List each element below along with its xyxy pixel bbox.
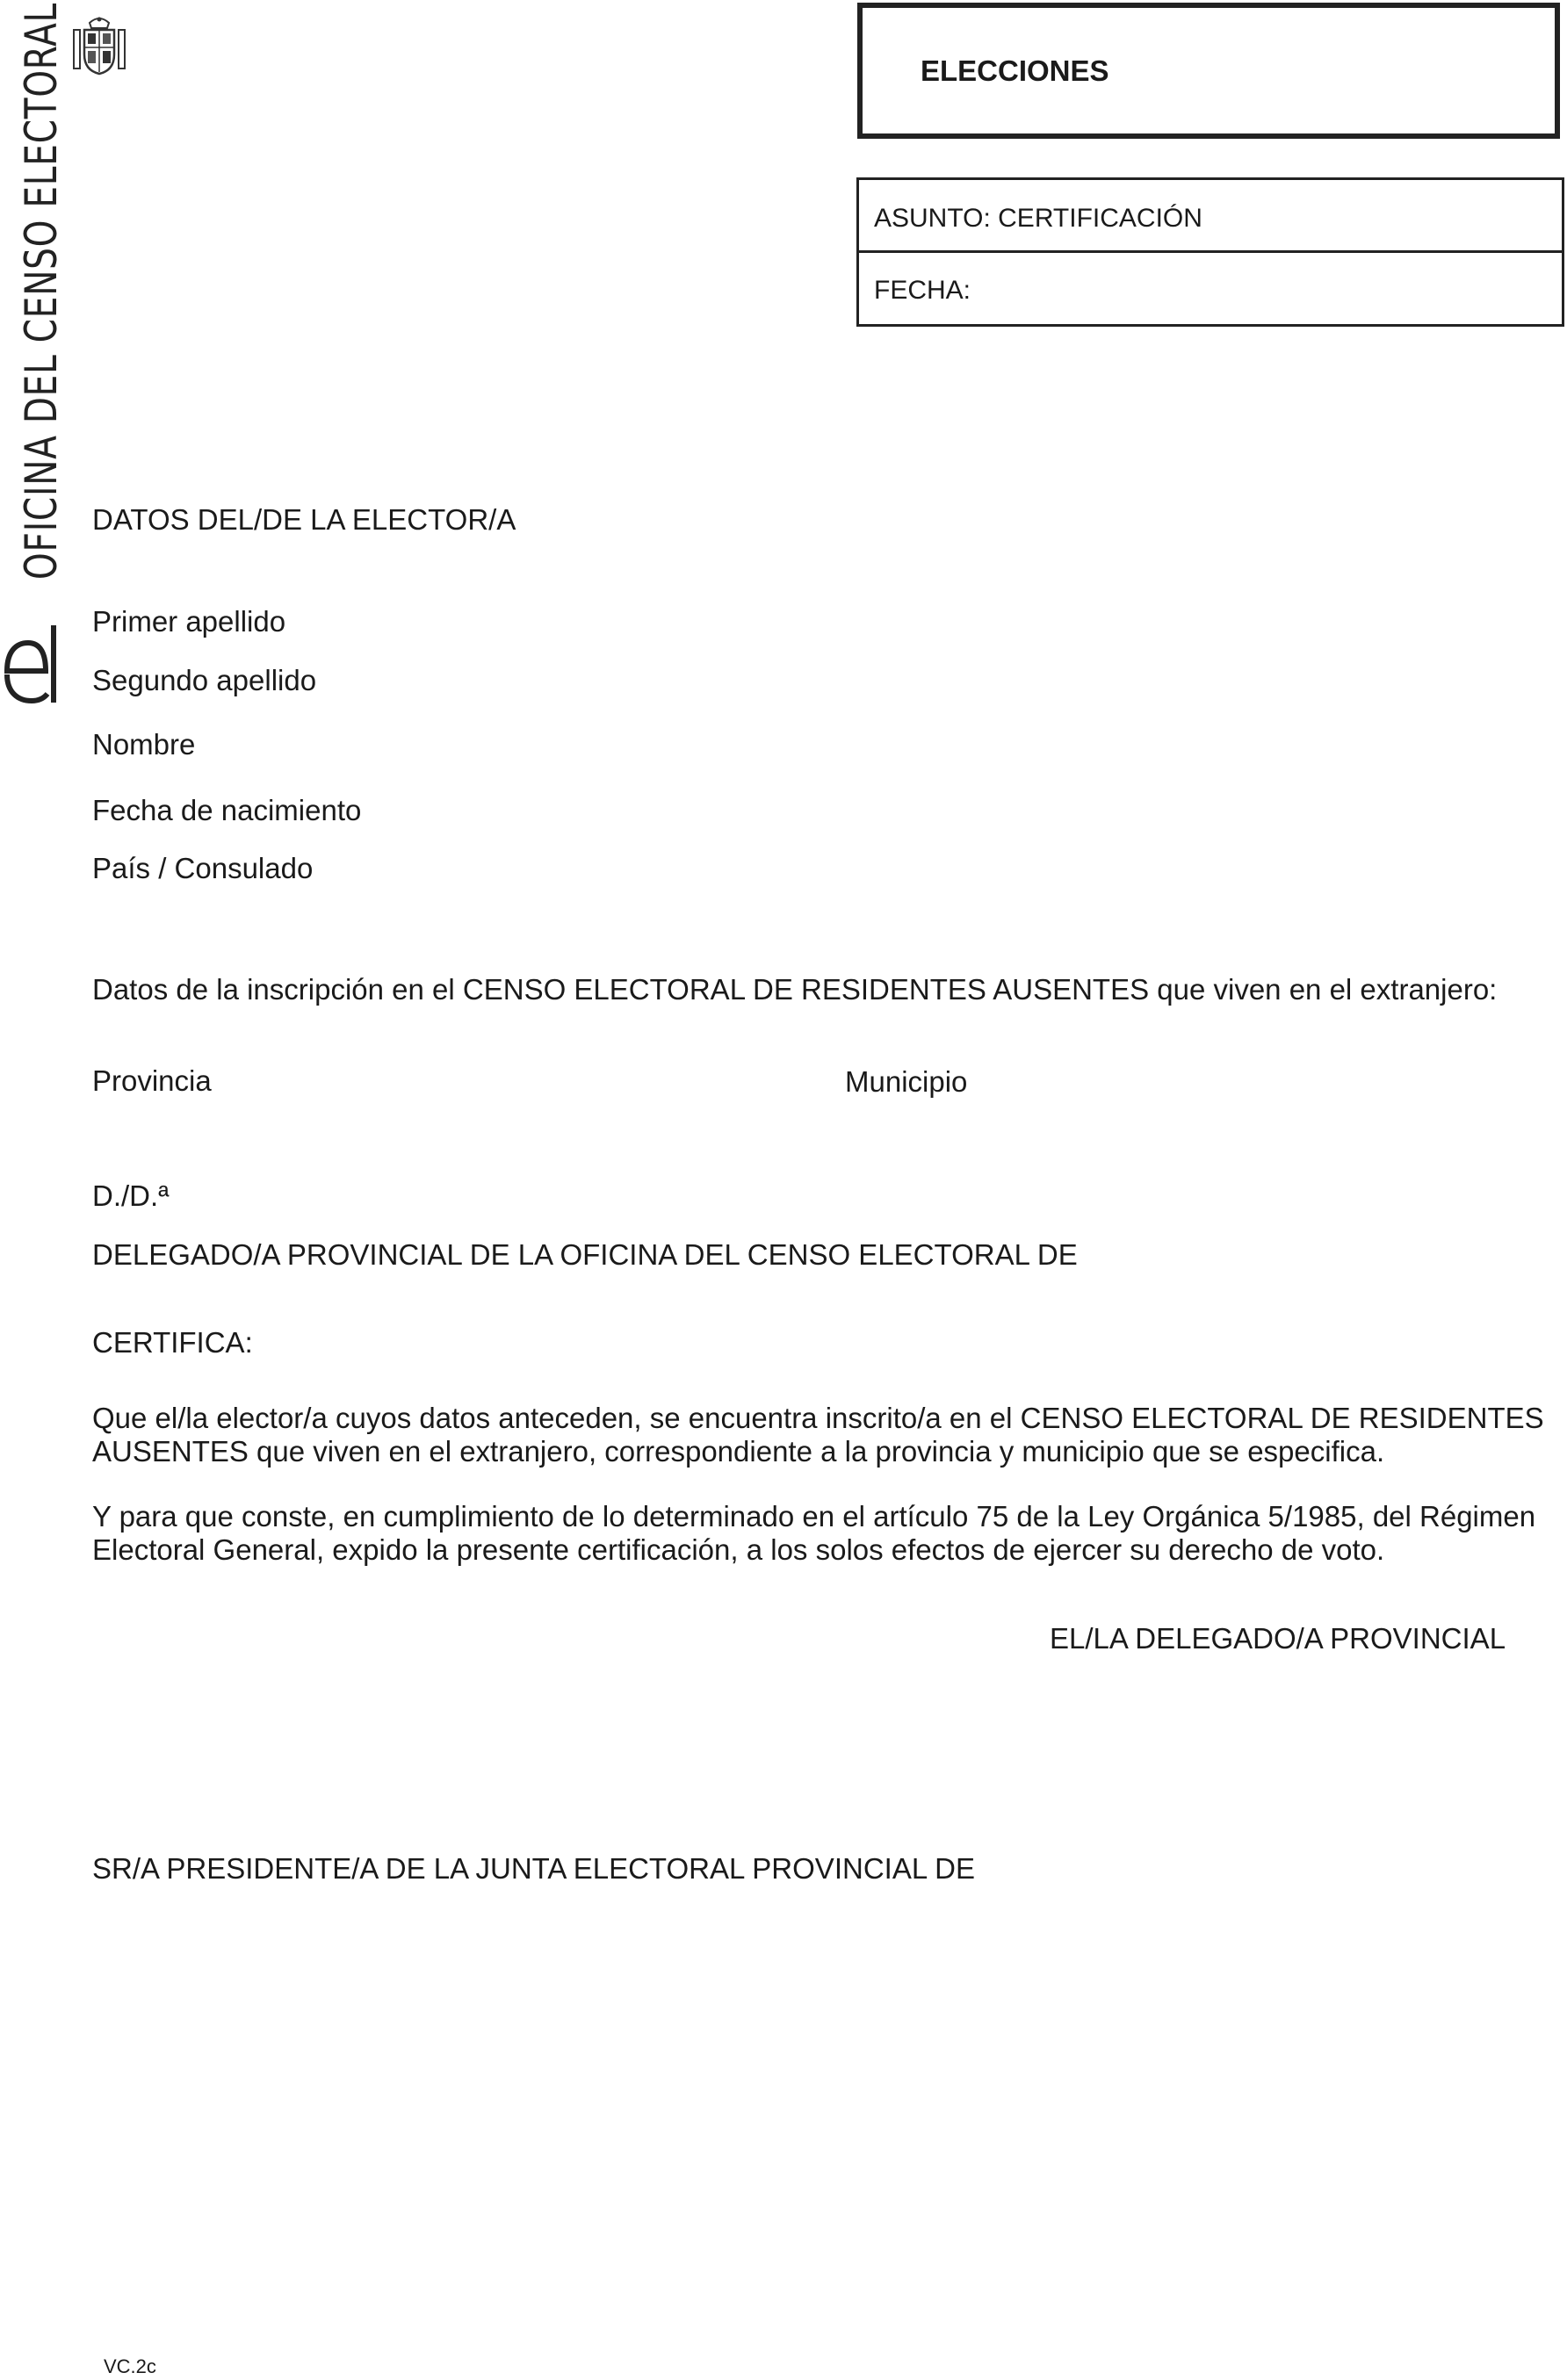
certification-paragraph-1: Que el/la elector/a cuyos datos anteceden, se encuentra inscrito/a en el CENSO ELECTORAL DE RESIDENTES AUSENTES que viven en el extranjero, correspondiente a la provincia y municipio que se especifica.	[92, 1402, 1544, 1468]
field-nombre: Nombre	[92, 728, 196, 761]
certification-paragraph-2: Y para que conste, en cumplimiento de lo determinado en el artículo 75 de la Ley Orgánica 5/1985, del Régimen Electoral General, expido la presente certificación, a los solos efectos de ejercer su derecho de voto.	[92, 1500, 1536, 1566]
field-dd: D./D.ª	[92, 1179, 170, 1212]
signature-label: EL/LA DELEGADO/A PROVINCIAL	[1050, 1622, 1506, 1655]
field-primer-apellido: Primer apellido	[92, 605, 286, 638]
certifica-heading: CERTIFICA:	[92, 1326, 253, 1359]
oce-logo	[0, 625, 61, 704]
elecciones-label: ELECCIONES	[921, 54, 1109, 87]
elecciones-box	[857, 3, 1560, 139]
form-code: VC.2c	[104, 2355, 156, 2377]
delegado-title: DELEGADO/A PROVINCIAL DE LA OFICINA DEL CENSO ELECTORAL DE	[92, 1238, 1078, 1271]
elector-section-title: DATOS DEL/DE LA ELECTOR/A	[92, 503, 516, 536]
field-provincia: Provincia	[92, 1064, 212, 1097]
inscripcion-intro: Datos de la inscripción en el CENSO ELECTORAL DE RESIDENTES AUSENTES que viven en el extranjero:	[92, 973, 1498, 1006]
field-segundo-apellido: Segundo apellido	[92, 664, 317, 696]
field-municipio: Municipio	[845, 1065, 968, 1098]
org-name-vertical: OFICINA DEL CENSO ELECTORAL	[16, 2, 67, 580]
fecha-label: FECHA:	[874, 276, 971, 305]
coat-of-arms-icon	[70, 14, 128, 77]
asunto-row	[859, 180, 1562, 253]
addressee: SR/A PRESIDENTE/A DE LA JUNTA ELECTORAL PROVINCIAL DE	[92, 1852, 975, 1885]
field-pais-consulado: País / Consulado	[92, 852, 314, 884]
asunto-label: ASUNTO: CERTIFICACIÓN	[874, 204, 1202, 233]
asunto-fecha-box	[856, 177, 1564, 327]
field-fecha-nacimiento: Fecha de nacimiento	[92, 794, 362, 826]
